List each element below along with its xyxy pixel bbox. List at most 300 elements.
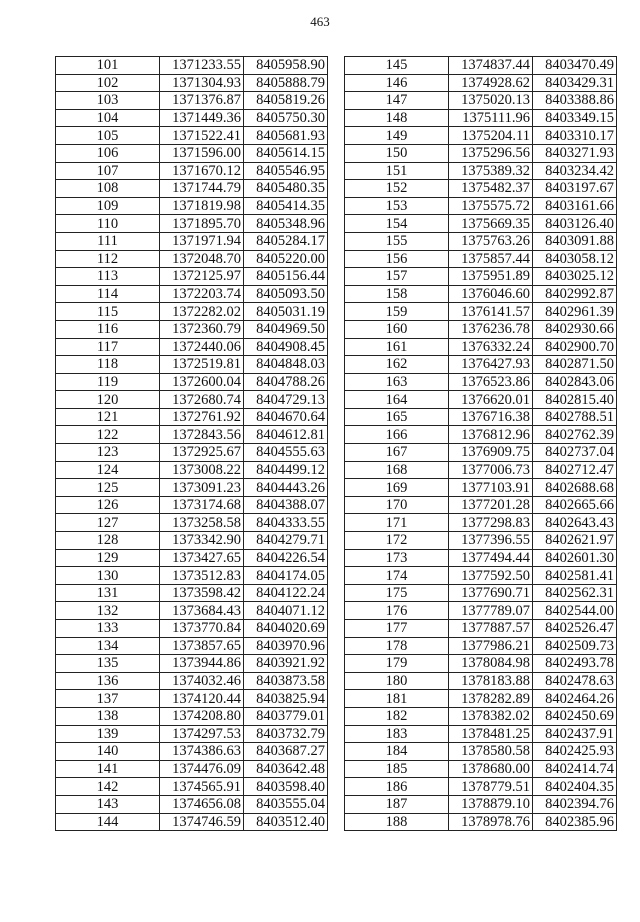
x-coordinate-cell: 1373258.58 xyxy=(160,514,244,532)
point-number-cell: 125 xyxy=(56,479,160,497)
y-coordinate-cell: 8405958.90 xyxy=(244,57,328,75)
point-number-cell: 171 xyxy=(345,514,449,532)
table-row xyxy=(345,637,617,655)
y-coordinate-cell: 8402464.26 xyxy=(533,690,617,708)
table-row xyxy=(345,813,617,831)
point-number-cell: 142 xyxy=(56,778,160,796)
x-coordinate-cell: 1378580.58 xyxy=(449,743,533,761)
x-coordinate-cell: 1376236.78 xyxy=(449,320,533,338)
y-coordinate-cell: 8402900.70 xyxy=(533,338,617,356)
table-row xyxy=(345,320,617,338)
x-coordinate-cell: 1374565.91 xyxy=(160,778,244,796)
y-coordinate-cell: 8405093.50 xyxy=(244,285,328,303)
table-row xyxy=(56,162,328,180)
point-number-cell: 158 xyxy=(345,285,449,303)
x-coordinate-cell: 1373684.43 xyxy=(160,602,244,620)
table-row xyxy=(345,180,617,198)
coordinate-table-left xyxy=(55,56,328,831)
y-coordinate-cell: 8404071.12 xyxy=(244,602,328,620)
x-coordinate-cell: 1377887.57 xyxy=(449,620,533,638)
table-row xyxy=(56,444,328,462)
x-coordinate-cell: 1371670.12 xyxy=(160,162,244,180)
y-coordinate-cell: 8402643.43 xyxy=(533,514,617,532)
x-coordinate-cell: 1378282.89 xyxy=(449,690,533,708)
point-number-cell: 166 xyxy=(345,426,449,444)
point-number-cell: 113 xyxy=(56,268,160,286)
x-coordinate-cell: 1374928.62 xyxy=(449,74,533,92)
point-number-cell: 146 xyxy=(345,74,449,92)
x-coordinate-cell: 1377986.21 xyxy=(449,637,533,655)
table-row xyxy=(345,549,617,567)
point-number-cell: 161 xyxy=(345,338,449,356)
table-row xyxy=(345,373,617,391)
x-coordinate-cell: 1374120.44 xyxy=(160,690,244,708)
y-coordinate-cell: 8405031.19 xyxy=(244,303,328,321)
x-coordinate-cell: 1372680.74 xyxy=(160,391,244,409)
table-row xyxy=(345,426,617,444)
point-number-cell: 130 xyxy=(56,567,160,585)
page-number: 463 xyxy=(310,14,330,29)
y-coordinate-cell: 8403687.27 xyxy=(244,743,328,761)
x-coordinate-cell: 1378382.02 xyxy=(449,707,533,725)
x-coordinate-cell: 1374656.08 xyxy=(160,795,244,813)
x-coordinate-cell: 1377298.83 xyxy=(449,514,533,532)
y-coordinate-cell: 8403310.17 xyxy=(533,127,617,145)
point-number-cell: 157 xyxy=(345,268,449,286)
x-coordinate-cell: 1375389.32 xyxy=(449,162,533,180)
y-coordinate-cell: 8404969.50 xyxy=(244,320,328,338)
y-coordinate-cell: 8405284.17 xyxy=(244,232,328,250)
table-row xyxy=(56,778,328,796)
table-row xyxy=(345,74,617,92)
y-coordinate-cell: 8402688.68 xyxy=(533,479,617,497)
x-coordinate-cell: 1373598.42 xyxy=(160,584,244,602)
y-coordinate-cell: 8404612.81 xyxy=(244,426,328,444)
table-row xyxy=(345,690,617,708)
point-number-cell: 172 xyxy=(345,532,449,550)
table-row xyxy=(56,620,328,638)
x-coordinate-cell: 1374837.44 xyxy=(449,57,533,75)
x-coordinate-cell: 1374476.09 xyxy=(160,760,244,778)
table-row xyxy=(345,725,617,743)
point-number-cell: 145 xyxy=(345,57,449,75)
table-row xyxy=(56,514,328,532)
point-number-cell: 118 xyxy=(56,356,160,374)
y-coordinate-cell: 8403732.79 xyxy=(244,725,328,743)
y-coordinate-cell: 8402930.66 xyxy=(533,320,617,338)
x-coordinate-cell: 1375111.96 xyxy=(449,109,533,127)
y-coordinate-cell: 8404443.26 xyxy=(244,479,328,497)
x-coordinate-cell: 1371376.87 xyxy=(160,92,244,110)
point-number-cell: 159 xyxy=(345,303,449,321)
point-number-cell: 178 xyxy=(345,637,449,655)
table-row xyxy=(56,391,328,409)
table-row xyxy=(345,461,617,479)
x-coordinate-cell: 1377396.55 xyxy=(449,532,533,550)
table-row xyxy=(56,408,328,426)
point-number-cell: 144 xyxy=(56,813,160,831)
table-row xyxy=(56,672,328,690)
y-coordinate-cell: 8404729.13 xyxy=(244,391,328,409)
table-row xyxy=(345,760,617,778)
table-row xyxy=(56,268,328,286)
point-number-cell: 137 xyxy=(56,690,160,708)
y-coordinate-cell: 8402437.91 xyxy=(533,725,617,743)
x-coordinate-cell: 1378779.51 xyxy=(449,778,533,796)
y-coordinate-cell: 8402737.04 xyxy=(533,444,617,462)
point-number-cell: 111 xyxy=(56,232,160,250)
x-coordinate-cell: 1377103.91 xyxy=(449,479,533,497)
point-number-cell: 177 xyxy=(345,620,449,638)
x-coordinate-cell: 1376620.01 xyxy=(449,391,533,409)
table-row xyxy=(56,690,328,708)
table-row xyxy=(345,514,617,532)
point-number-cell: 114 xyxy=(56,285,160,303)
point-number-cell: 140 xyxy=(56,743,160,761)
table-row xyxy=(345,356,617,374)
table-row xyxy=(56,338,328,356)
x-coordinate-cell: 1371819.98 xyxy=(160,197,244,215)
y-coordinate-cell: 8405888.79 xyxy=(244,74,328,92)
y-coordinate-cell: 8402385.96 xyxy=(533,813,617,831)
table-row xyxy=(56,356,328,374)
table-row xyxy=(345,144,617,162)
table-row xyxy=(56,461,328,479)
x-coordinate-cell: 1372925.67 xyxy=(160,444,244,462)
x-coordinate-cell: 1371971.94 xyxy=(160,232,244,250)
x-coordinate-cell: 1371304.93 xyxy=(160,74,244,92)
table-row xyxy=(56,637,328,655)
table-row xyxy=(56,655,328,673)
y-coordinate-cell: 8405681.93 xyxy=(244,127,328,145)
table-row xyxy=(56,57,328,75)
y-coordinate-cell: 8405348.96 xyxy=(244,215,328,233)
table-row xyxy=(56,813,328,831)
table-row xyxy=(56,180,328,198)
y-coordinate-cell: 8403388.86 xyxy=(533,92,617,110)
x-coordinate-cell: 1376909.75 xyxy=(449,444,533,462)
x-coordinate-cell: 1376427.93 xyxy=(449,356,533,374)
table-row xyxy=(345,707,617,725)
x-coordinate-cell: 1372761.92 xyxy=(160,408,244,426)
point-number-cell: 187 xyxy=(345,795,449,813)
table-row xyxy=(345,655,617,673)
x-coordinate-cell: 1373944.86 xyxy=(160,655,244,673)
table-row xyxy=(56,303,328,321)
y-coordinate-cell: 8403555.04 xyxy=(244,795,328,813)
y-coordinate-cell: 8403470.49 xyxy=(533,57,617,75)
x-coordinate-cell: 1375575.72 xyxy=(449,197,533,215)
point-number-cell: 131 xyxy=(56,584,160,602)
x-coordinate-cell: 1371895.70 xyxy=(160,215,244,233)
y-coordinate-cell: 8402961.39 xyxy=(533,303,617,321)
y-coordinate-cell: 8405156.44 xyxy=(244,268,328,286)
point-number-cell: 104 xyxy=(56,109,160,127)
x-coordinate-cell: 1375482.37 xyxy=(449,180,533,198)
point-number-cell: 151 xyxy=(345,162,449,180)
table-row xyxy=(345,795,617,813)
point-number-cell: 188 xyxy=(345,813,449,831)
y-coordinate-cell: 8403234.42 xyxy=(533,162,617,180)
x-coordinate-cell: 1377201.28 xyxy=(449,496,533,514)
point-number-cell: 169 xyxy=(345,479,449,497)
point-number-cell: 156 xyxy=(345,250,449,268)
table-row xyxy=(56,232,328,250)
point-number-cell: 163 xyxy=(345,373,449,391)
point-number-cell: 186 xyxy=(345,778,449,796)
point-number-cell: 110 xyxy=(56,215,160,233)
table-row xyxy=(56,567,328,585)
y-coordinate-cell: 8402992.87 xyxy=(533,285,617,303)
x-coordinate-cell: 1374746.59 xyxy=(160,813,244,831)
x-coordinate-cell: 1371596.00 xyxy=(160,144,244,162)
x-coordinate-cell: 1377006.73 xyxy=(449,461,533,479)
table-row xyxy=(56,373,328,391)
table-row xyxy=(56,725,328,743)
table-row xyxy=(56,743,328,761)
x-coordinate-cell: 1373342.90 xyxy=(160,532,244,550)
table-row xyxy=(345,162,617,180)
x-coordinate-cell: 1378879.10 xyxy=(449,795,533,813)
table-row xyxy=(345,303,617,321)
x-coordinate-cell: 1373512.83 xyxy=(160,567,244,585)
x-coordinate-cell: 1372125.97 xyxy=(160,268,244,286)
point-number-cell: 107 xyxy=(56,162,160,180)
x-coordinate-cell: 1373008.22 xyxy=(160,461,244,479)
y-coordinate-cell: 8403025.12 xyxy=(533,268,617,286)
table-row xyxy=(345,584,617,602)
x-coordinate-cell: 1375951.89 xyxy=(449,268,533,286)
point-number-cell: 133 xyxy=(56,620,160,638)
x-coordinate-cell: 1372843.56 xyxy=(160,426,244,444)
y-coordinate-cell: 8402581.41 xyxy=(533,567,617,585)
x-coordinate-cell: 1377592.50 xyxy=(449,567,533,585)
point-number-cell: 143 xyxy=(56,795,160,813)
point-number-cell: 134 xyxy=(56,637,160,655)
point-number-cell: 119 xyxy=(56,373,160,391)
y-coordinate-cell: 8403779.01 xyxy=(244,707,328,725)
y-coordinate-cell: 8405480.35 xyxy=(244,180,328,198)
point-number-cell: 147 xyxy=(345,92,449,110)
point-number-cell: 184 xyxy=(345,743,449,761)
y-coordinate-cell: 8403970.96 xyxy=(244,637,328,655)
y-coordinate-cell: 8403349.15 xyxy=(533,109,617,127)
x-coordinate-cell: 1373427.65 xyxy=(160,549,244,567)
table-row xyxy=(345,215,617,233)
table-row xyxy=(345,338,617,356)
point-number-cell: 115 xyxy=(56,303,160,321)
x-coordinate-cell: 1377789.07 xyxy=(449,602,533,620)
point-number-cell: 127 xyxy=(56,514,160,532)
y-coordinate-cell: 8403921.92 xyxy=(244,655,328,673)
y-coordinate-cell: 8403197.67 xyxy=(533,180,617,198)
x-coordinate-cell: 1376812.96 xyxy=(449,426,533,444)
point-number-cell: 112 xyxy=(56,250,160,268)
y-coordinate-cell: 8405614.15 xyxy=(244,144,328,162)
x-coordinate-cell: 1373091.23 xyxy=(160,479,244,497)
point-number-cell: 138 xyxy=(56,707,160,725)
y-coordinate-cell: 8404788.26 xyxy=(244,373,328,391)
y-coordinate-cell: 8403429.31 xyxy=(533,74,617,92)
table-row xyxy=(345,479,617,497)
table-row xyxy=(56,496,328,514)
table-row xyxy=(345,567,617,585)
x-coordinate-cell: 1378183.88 xyxy=(449,672,533,690)
table-row xyxy=(345,496,617,514)
y-coordinate-cell: 8402450.69 xyxy=(533,707,617,725)
table-row xyxy=(345,778,617,796)
y-coordinate-cell: 8402665.66 xyxy=(533,496,617,514)
x-coordinate-cell: 1375857.44 xyxy=(449,250,533,268)
x-coordinate-cell: 1374297.53 xyxy=(160,725,244,743)
x-coordinate-cell: 1373174.68 xyxy=(160,496,244,514)
x-coordinate-cell: 1371233.55 xyxy=(160,57,244,75)
point-number-cell: 180 xyxy=(345,672,449,690)
x-coordinate-cell: 1377690.71 xyxy=(449,584,533,602)
table-row xyxy=(345,268,617,286)
table-row xyxy=(56,127,328,145)
table-row xyxy=(56,144,328,162)
point-number-cell: 139 xyxy=(56,725,160,743)
y-coordinate-cell: 8402601.30 xyxy=(533,549,617,567)
y-coordinate-cell: 8402815.40 xyxy=(533,391,617,409)
table-row xyxy=(56,197,328,215)
x-coordinate-cell: 1372282.02 xyxy=(160,303,244,321)
y-coordinate-cell: 8404122.24 xyxy=(244,584,328,602)
point-number-cell: 173 xyxy=(345,549,449,567)
x-coordinate-cell: 1376046.60 xyxy=(449,285,533,303)
x-coordinate-cell: 1375669.35 xyxy=(449,215,533,233)
table-row xyxy=(56,795,328,813)
table-row xyxy=(345,57,617,75)
x-coordinate-cell: 1371449.36 xyxy=(160,109,244,127)
y-coordinate-cell: 8402478.63 xyxy=(533,672,617,690)
point-number-cell: 128 xyxy=(56,532,160,550)
point-number-cell: 129 xyxy=(56,549,160,567)
x-coordinate-cell: 1371522.41 xyxy=(160,127,244,145)
x-coordinate-cell: 1372600.04 xyxy=(160,373,244,391)
y-coordinate-cell: 8405819.26 xyxy=(244,92,328,110)
point-number-cell: 155 xyxy=(345,232,449,250)
table-row xyxy=(56,602,328,620)
x-coordinate-cell: 1376523.86 xyxy=(449,373,533,391)
table-row xyxy=(56,92,328,110)
table-row xyxy=(56,707,328,725)
y-coordinate-cell: 8402871.50 xyxy=(533,356,617,374)
y-coordinate-cell: 8404333.55 xyxy=(244,514,328,532)
table-row xyxy=(345,109,617,127)
y-coordinate-cell: 8404388.07 xyxy=(244,496,328,514)
point-number-cell: 135 xyxy=(56,655,160,673)
table-row xyxy=(345,743,617,761)
y-coordinate-cell: 8403598.40 xyxy=(244,778,328,796)
x-coordinate-cell: 1372360.79 xyxy=(160,320,244,338)
y-coordinate-cell: 8402762.39 xyxy=(533,426,617,444)
point-number-cell: 175 xyxy=(345,584,449,602)
point-number-cell: 168 xyxy=(345,461,449,479)
x-coordinate-cell: 1372440.06 xyxy=(160,338,244,356)
x-coordinate-cell: 1372048.70 xyxy=(160,250,244,268)
y-coordinate-cell: 8402562.31 xyxy=(533,584,617,602)
point-number-cell: 176 xyxy=(345,602,449,620)
y-coordinate-cell: 8405546.95 xyxy=(244,162,328,180)
y-coordinate-cell: 8404555.63 xyxy=(244,444,328,462)
point-number-cell: 185 xyxy=(345,760,449,778)
point-number-cell: 179 xyxy=(345,655,449,673)
y-coordinate-cell: 8403126.40 xyxy=(533,215,617,233)
table-row xyxy=(345,532,617,550)
point-number-cell: 170 xyxy=(345,496,449,514)
x-coordinate-cell: 1374208.80 xyxy=(160,707,244,725)
x-coordinate-cell: 1371744.79 xyxy=(160,180,244,198)
point-number-cell: 126 xyxy=(56,496,160,514)
point-number-cell: 183 xyxy=(345,725,449,743)
y-coordinate-cell: 8404020.69 xyxy=(244,620,328,638)
table-row xyxy=(345,672,617,690)
y-coordinate-cell: 8402843.06 xyxy=(533,373,617,391)
x-coordinate-cell: 1375296.56 xyxy=(449,144,533,162)
point-number-cell: 120 xyxy=(56,391,160,409)
point-number-cell: 117 xyxy=(56,338,160,356)
table-row xyxy=(56,285,328,303)
table-row xyxy=(345,391,617,409)
y-coordinate-cell: 8404848.03 xyxy=(244,356,328,374)
coordinate-table-right xyxy=(344,56,617,831)
table-row xyxy=(56,109,328,127)
y-coordinate-cell: 8404908.45 xyxy=(244,338,328,356)
table-row xyxy=(345,232,617,250)
x-coordinate-cell: 1378084.98 xyxy=(449,655,533,673)
table-row xyxy=(345,197,617,215)
y-coordinate-cell: 8402509.73 xyxy=(533,637,617,655)
table-row xyxy=(56,74,328,92)
point-number-cell: 150 xyxy=(345,144,449,162)
point-number-cell: 141 xyxy=(56,760,160,778)
x-coordinate-cell: 1378978.76 xyxy=(449,813,533,831)
y-coordinate-cell: 8402621.97 xyxy=(533,532,617,550)
table-row xyxy=(56,760,328,778)
y-coordinate-cell: 8402493.78 xyxy=(533,655,617,673)
x-coordinate-cell: 1376141.57 xyxy=(449,303,533,321)
y-coordinate-cell: 8403058.12 xyxy=(533,250,617,268)
point-number-cell: 160 xyxy=(345,320,449,338)
point-number-cell: 105 xyxy=(56,127,160,145)
point-number-cell: 152 xyxy=(345,180,449,198)
y-coordinate-cell: 8404226.54 xyxy=(244,549,328,567)
x-coordinate-cell: 1377494.44 xyxy=(449,549,533,567)
table-row xyxy=(56,215,328,233)
y-coordinate-cell: 8402544.00 xyxy=(533,602,617,620)
point-number-cell: 123 xyxy=(56,444,160,462)
point-number-cell: 102 xyxy=(56,74,160,92)
point-number-cell: 101 xyxy=(56,57,160,75)
table-row xyxy=(56,320,328,338)
table-row xyxy=(56,549,328,567)
point-number-cell: 164 xyxy=(345,391,449,409)
table-row xyxy=(345,620,617,638)
x-coordinate-cell: 1372203.74 xyxy=(160,285,244,303)
x-coordinate-cell: 1376332.24 xyxy=(449,338,533,356)
table-row xyxy=(56,584,328,602)
point-number-cell: 124 xyxy=(56,461,160,479)
table-row xyxy=(56,532,328,550)
point-number-cell: 153 xyxy=(345,197,449,215)
point-number-cell: 181 xyxy=(345,690,449,708)
point-number-cell: 154 xyxy=(345,215,449,233)
x-coordinate-cell: 1375204.11 xyxy=(449,127,533,145)
x-coordinate-cell: 1375020.13 xyxy=(449,92,533,110)
table-row xyxy=(345,444,617,462)
